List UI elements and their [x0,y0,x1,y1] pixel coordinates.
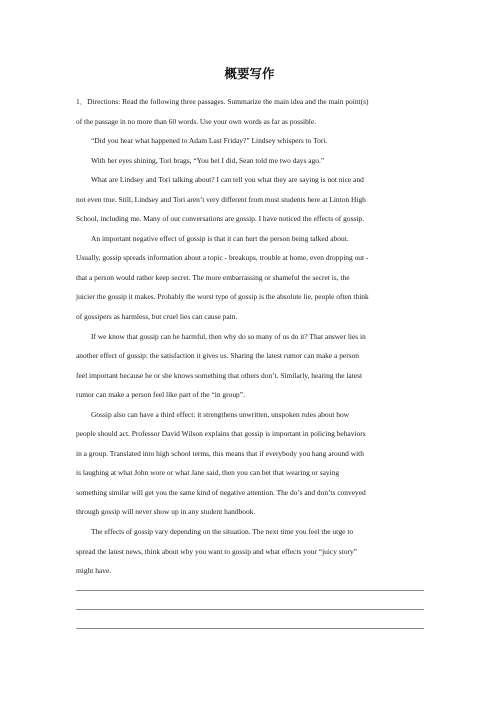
passage-line: The effects of gossip vary depending on the situation. The next time you feel the urge to [91,527,354,537]
passage-line: not even true. Still, Lindsey and Tori aren’t very different from most students here at Linton High [76,194,366,204]
passage-line: through gossip will never show up in any student handbook. [76,507,256,517]
passage-line: another effect of gossip: the satisfaction it gives us. Sharing the latest rumor can make a person [76,351,360,361]
passage-line: What are Lindsey and Tori talking about? I can tell you what they are saying is not nice and [91,175,364,185]
passage-line: School, including me. Many of our conversations are gossip. I have noticed the effects of gossip. [76,214,364,224]
passage-line: With her eyes shining, Tori brags, “You bet I did, Sean told me two days ago.” [91,155,325,165]
answer-line [76,590,424,591]
passage-line: something similar will get you the same kind of negative attention. The do’s and don’ts conveyed [76,487,366,497]
page-title: 概要写作 [224,66,275,81]
instruction-line: 1．Directions: Read the following three passages. Summarize the main idea and the main point(s) [76,97,369,106]
passage-line: might have. [76,566,112,576]
instruction-line: of the passage in no more than 60 words. Use your own words as far as possible. [76,116,317,126]
passage-line: juicier the gossip it makes. Probably the worst type of gossip is the absolute lie, people often think [76,292,369,302]
passage-line: An important negative effect of gossip is that it can hurt the person being talked about. [91,233,349,243]
passage-line: in a group. Translated into high school terms, this means that if everybody you hang around with [76,448,364,458]
answer-line [76,609,424,610]
passage-line: that a person would rather keep secret. The more embarrassing or shameful the secret is, the [76,272,350,282]
passage-line: Gossip also can have a third effect: it strengthens unwritten, unspoken rules about how [91,409,350,419]
document-body [76,92,424,581]
passage-line: of gossipers as harmless, but cruel lies can cause pain. [76,312,238,322]
passage-line: “Did you hear what happened to Adam Last Friday?” Lindsey whispers to Tori. [91,136,328,146]
passage-line: spread the latest news, think about why you want to gossip and what effects your “juicy story” [76,546,357,556]
answer-area [76,590,424,647]
passage-line: Usually, gossip spreads information about a topic - breakups, trouble at home, even dropping out - [76,253,369,263]
passage-line: is laughing at what John wore or what Jane said, then you can bet that wearing or saying [76,468,340,478]
answer-line [76,628,424,629]
passage-line: rumor can make a person feel like part of the “in group”. [76,390,245,400]
passage [76,131,424,581]
passage-line: people should act. Professor David Wilson explains that gossip is important in policing behaviors [76,429,366,439]
passage-line: feel important because he or she knows something that others don’t. Similarly, hearing the latest [76,370,363,380]
passage-line: If we know that gossip can be harmful, then why do so many of us do it? That answer lies in [91,331,366,341]
